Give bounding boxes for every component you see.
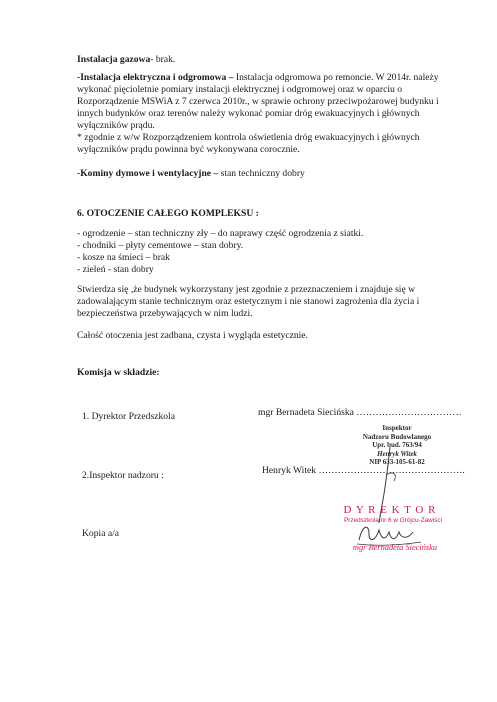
inspector-stamp-line: Inspektor [382,424,412,432]
inspector-stamp-line: Nadzoru Budowlanego [362,432,432,441]
electric-text-line: Rozporządzenie MSWiA z 7 czerwca 2010r., w sprawie ochrony przeciwpożarowej budynku i [77,96,439,107]
commission-heading: Komisja w składzie: [77,367,160,378]
gas-installation-label: Instalacja gazowa [77,54,151,65]
surroundings-item: - kosze na śmieci – brak [77,252,170,263]
electric-text-line: wyłączników prądu powinna być wykonywana corocznie. [77,144,300,155]
electric-installation-line-1 [77,72,439,84]
chimneys-value: stan techniczny dobry [218,168,305,179]
statement-line: Stwierdza się ,że budynek wykorzystany jest zgodnie z przeznaczeniem i znajduje się w [77,284,416,295]
electric-installation-label: -Instalacja elektryczna i odgromowa – [77,72,234,83]
surroundings-item: - zieleń - stan dobry [77,264,154,275]
inspector-stamp-line: NIP 633-105-61-82 [369,458,425,466]
director-signature [355,518,425,550]
surroundings-heading: 6. OTOCZENIE CAŁEGO KOMPLEKSU : [77,208,259,219]
chimneys-line [77,168,305,180]
member1-role: 1. Dyrektor Przedszkola [82,411,175,422]
electric-text-line: innych budynków oraz terenów należy wykonać pomiar dróg ewakuacyjnych i głównych [77,108,420,119]
surroundings-summary: Całość otoczenia jest zadbana, czysta i wygląda estetycznie. [77,330,308,341]
director-stamp-title: D Y R E K T O R [343,504,437,516]
inspector-stamp-line: Henryk Witek [377,449,417,458]
electric-text-line: Instalacja odgromowa po remoncie. W 2014r. należy [235,72,439,83]
member1-name: mgr Bernadeta Siecińska …………………………… [258,407,462,418]
surroundings-item: - ogrodzenie – stan techniczny zły – do naprawy część ogrodzenia z siatki. [77,228,364,239]
member2-role: 2.Inspektor nadzoru : [82,470,164,481]
copy-note: Kopia a/a [82,528,120,539]
gas-installation-line [77,54,175,66]
electric-text-line: wykonać pięcioletnie pomiary instalacji elektrycznej i odgromowej oraz w oparciu o [77,84,403,95]
statement-line: zadowalającym stanie technicznym oraz estetycznym i nie stanowi zagrożenia dla życia i [77,296,420,307]
surroundings-item: - chodniki – płyty cementowe – stan dobry. [77,240,244,251]
member2-name: Henryk Witek ………………………………………. [262,465,465,476]
gas-installation-value: - brak. [150,54,176,65]
electric-text-line: wyłączników prądu. [77,120,155,131]
director-stamp-subtitle: Przedszkola nr 6 w Grójcu-Zawiści [343,517,443,524]
electric-text-line: * zgodnie z w/w Rozporządzeniem kontrola oświetlenia dróg ewakuacyjnych i głównych [77,132,420,143]
director-stamp-name: mgr Bernadeta Siecińska [352,543,438,552]
chimneys-label: -Kominy dymowe i wentylacyjne – [77,168,219,179]
statement-line: bezpieczeństwa przebywających w nim ludzi. [77,308,253,319]
inspector-stamp-line: Upr. bud. 763/94 [372,441,422,449]
